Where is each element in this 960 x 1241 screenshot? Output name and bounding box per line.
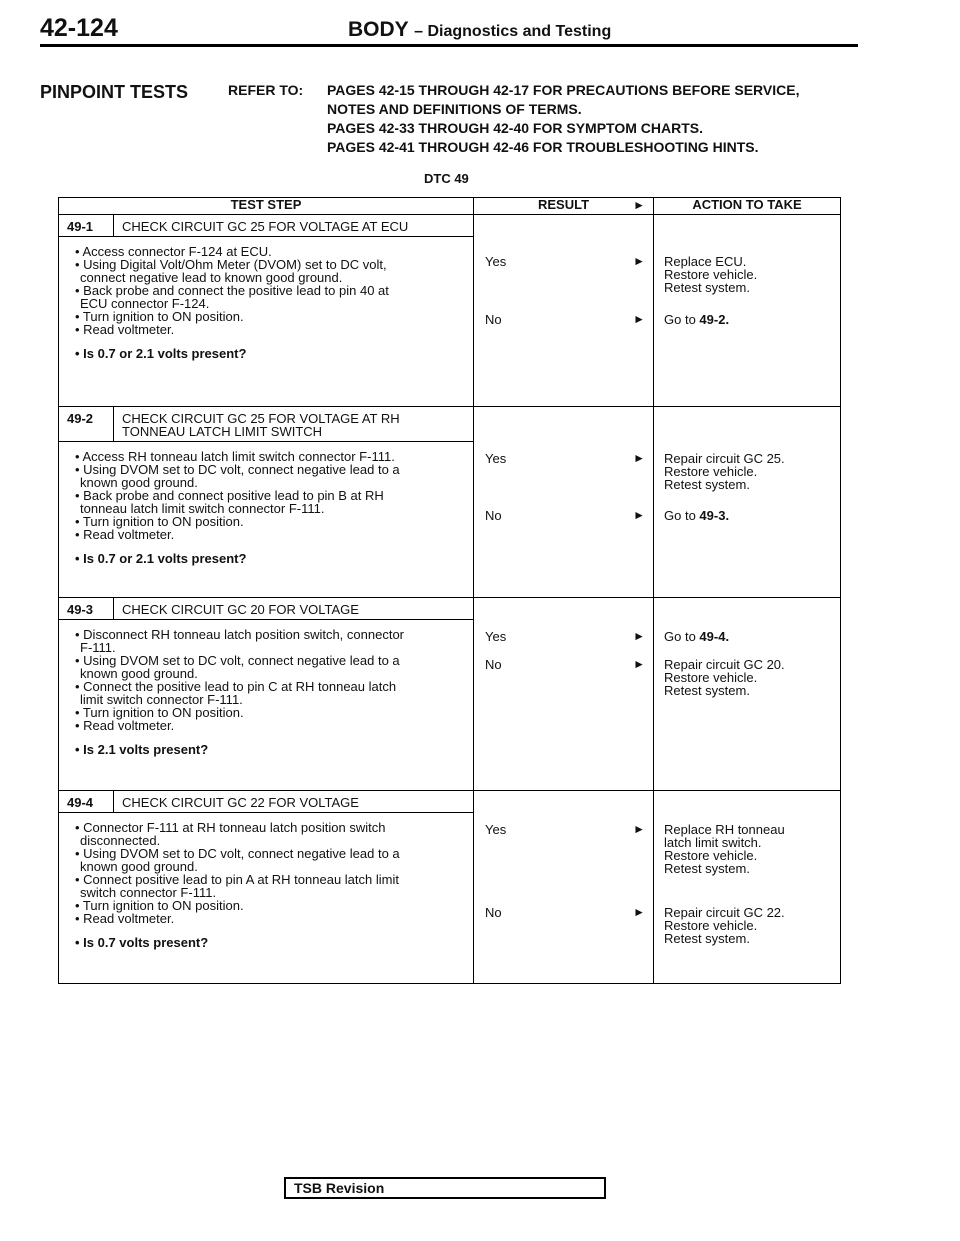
instruction-line: ECU connector F-124. — [80, 296, 210, 311]
header-test-step: TEST STEP — [59, 198, 474, 215]
section-title: BODY — [348, 18, 409, 41]
result-no — [485, 906, 645, 920]
refer-to-label: REFER TO: — [228, 82, 304, 98]
step-question: • Is 0.7 or 2.1 volts present? — [75, 551, 247, 566]
step-title-line: CHECK CIRCUIT GC 20 FOR VOLTAGE — [122, 602, 359, 617]
instruction-line: switch connector F-111. — [80, 885, 217, 900]
step-title-line: CHECK CIRCUIT GC 22 FOR VOLTAGE — [122, 795, 359, 810]
result-label: Yes — [485, 254, 507, 269]
step-title-line: CHECK CIRCUIT GC 25 FOR VOLTAGE AT RH — [122, 411, 400, 426]
instruction-line: • Access connector F-124 at ECU. — [75, 244, 272, 259]
reference-line: PAGES 42-15 THROUGH 42-17 FOR PRECAUTIONS BEFORE SERVICE, — [327, 82, 800, 98]
action-line: Repair circuit GC 20. — [664, 657, 785, 672]
instruction-line: • Using DVOM set to DC volt, connect negative lead to a — [75, 653, 400, 668]
step-id: 49-1 — [59, 215, 114, 236]
step-header — [59, 791, 473, 813]
step-title — [114, 598, 473, 619]
instruction-line: known good ground. — [80, 475, 198, 490]
instruction-line: disconnected. — [80, 833, 161, 848]
arrow-icon: ► — [633, 905, 645, 919]
table-row — [59, 407, 841, 598]
action-prefix: Go to — [664, 629, 700, 644]
action-cell — [654, 791, 841, 984]
arrow-icon: ► — [633, 451, 645, 465]
step-question: • Is 0.7 volts present? — [75, 935, 209, 950]
action-cell — [654, 598, 841, 791]
arrow-icon: ► — [633, 312, 645, 326]
step-id: 49-4 — [59, 791, 114, 812]
action-text — [664, 452, 836, 491]
header-arrow-icon: ► — [633, 198, 645, 212]
result-yes — [485, 823, 645, 837]
action-text — [664, 509, 836, 522]
instruction-line: • Connect positive lead to pin A at RH tonneau latch limit — [75, 872, 399, 887]
instruction-line: • Using Digital Volt/Ohm Meter (DVOM) set to DC volt, — [75, 257, 387, 272]
result-cell — [474, 407, 654, 598]
pinpoint-test-table — [58, 197, 841, 984]
step-reference: 49-2. — [699, 312, 730, 327]
action-line: Retest system. — [664, 477, 750, 492]
step-title-line: CHECK CIRCUIT GC 25 FOR VOLTAGE AT ECU — [122, 219, 409, 234]
action-cell — [654, 215, 841, 407]
instruction-line: • Read voltmeter. — [75, 911, 175, 926]
instruction-line: • Turn ignition to ON position. — [75, 898, 244, 913]
refer-to-references — [327, 81, 799, 157]
result-label: Yes — [485, 822, 507, 837]
action-line: Retest system. — [664, 683, 750, 698]
page-title — [348, 18, 611, 42]
result-label: No — [485, 905, 502, 920]
dtc-title: DTC 49 — [424, 171, 469, 186]
step-instructions — [59, 620, 473, 764]
instruction-line: known good ground. — [80, 859, 198, 874]
instruction-line: • Using DVOM set to DC volt, connect negative lead to a — [75, 462, 400, 477]
arrow-icon: ► — [633, 822, 645, 836]
arrow-icon: ► — [633, 657, 645, 671]
action-line: Restore vehicle. — [664, 918, 758, 933]
action-line: latch limit switch. — [664, 835, 762, 850]
instruction-line: • Using DVOM set to DC volt, connect negative lead to a — [75, 846, 400, 861]
step-reference: 49-4. — [699, 629, 730, 644]
action-line: Replace ECU. — [664, 254, 747, 269]
action-line: Restore vehicle. — [664, 464, 758, 479]
test-step-cell — [59, 791, 474, 984]
page-header — [40, 12, 858, 47]
action-line: Restore vehicle. — [664, 267, 758, 282]
step-instructions — [59, 813, 473, 957]
instruction-line: known good ground. — [80, 666, 198, 681]
result-no — [485, 313, 645, 327]
result-label: No — [485, 312, 502, 327]
instruction-line: • Disconnect RH tonneau latch position switch, connector — [75, 627, 404, 642]
step-title — [114, 791, 473, 812]
step-title-line: TONNEAU LATCH LIMIT SWITCH — [122, 424, 323, 439]
result-cell — [474, 598, 654, 791]
test-step-cell — [59, 215, 474, 407]
step-instructions — [59, 442, 473, 573]
action-line: Replace RH tonneau — [664, 822, 785, 837]
step-id: 49-3 — [59, 598, 114, 619]
instruction-line: • Turn ignition to ON position. — [75, 514, 244, 529]
result-cell — [474, 215, 654, 407]
pinpoint-tests-heading: PINPOINT TESTS — [40, 82, 189, 102]
result-cell — [474, 791, 654, 984]
arrow-icon: ► — [633, 508, 645, 522]
reference-line: PAGES 42-41 THROUGH 42-46 FOR TROUBLESHOOTING HINTS. — [327, 139, 759, 155]
step-question: • Is 2.1 volts present? — [75, 742, 209, 757]
header-result-label: RESULT — [537, 197, 590, 212]
instruction-line: tonneau latch limit switch connector F-111. — [80, 501, 325, 516]
instruction-line: • Read voltmeter. — [75, 718, 175, 733]
instruction-line: limit switch connector F-111. — [80, 692, 243, 707]
instruction-line: • Turn ignition to ON position. — [75, 309, 244, 324]
header-action: ACTION TO TAKE — [654, 198, 841, 215]
reference-line: PAGES 42-33 THROUGH 42-40 FOR SYMPTOM CHARTS. — [327, 120, 703, 136]
table-row — [59, 791, 841, 984]
step-header — [59, 215, 473, 237]
instruction-line: • Back probe and connect the positive lead to pin 40 at — [75, 283, 389, 298]
action-line: Retest system. — [664, 861, 750, 876]
result-no — [485, 509, 645, 523]
instruction-line: • Back probe and connect positive lead to pin B at RH — [75, 488, 384, 503]
action-prefix: Go to — [664, 312, 700, 327]
step-reference: 49-3. — [699, 508, 730, 523]
action-prefix: Go to — [664, 508, 700, 523]
step-title — [114, 407, 473, 441]
test-step-cell — [59, 598, 474, 791]
step-id: 49-2 — [59, 407, 114, 441]
result-label: No — [485, 508, 502, 523]
instruction-line: • Access RH tonneau latch limit switch connector F-111. — [75, 449, 395, 464]
action-line: Repair circuit GC 25. — [664, 451, 785, 466]
result-yes — [485, 452, 645, 466]
action-text — [664, 255, 836, 294]
header-result — [474, 198, 654, 215]
instruction-line: connect negative lead to known good ground. — [80, 270, 343, 285]
action-text — [664, 823, 836, 875]
table-header-row — [59, 198, 841, 215]
action-text — [664, 630, 836, 643]
result-label: Yes — [485, 451, 507, 466]
step-header — [59, 407, 473, 442]
action-line: Retest system. — [664, 280, 750, 295]
test-step-cell — [59, 407, 474, 598]
action-text — [664, 658, 836, 697]
instruction-line: • Read voltmeter. — [75, 322, 175, 337]
reference-line: NOTES AND DEFINITIONS OF TERMS. — [327, 101, 582, 117]
result-label: No — [485, 657, 502, 672]
table-row — [59, 598, 841, 791]
instruction-line: • Turn ignition to ON position. — [75, 705, 244, 720]
step-question: • Is 0.7 or 2.1 volts present? — [75, 346, 247, 361]
instruction-line: • Read voltmeter. — [75, 527, 175, 542]
arrow-icon: ► — [633, 629, 645, 643]
page-number: 42-124 — [40, 14, 118, 42]
action-text — [664, 906, 836, 945]
instruction-line: F-111. — [80, 640, 116, 655]
action-line: Repair circuit GC 22. — [664, 905, 785, 920]
action-cell — [654, 407, 841, 598]
result-yes — [485, 630, 645, 644]
step-header — [59, 598, 473, 620]
action-line: Restore vehicle. — [664, 848, 758, 863]
action-line: Retest system. — [664, 931, 750, 946]
table-row — [59, 215, 841, 407]
instruction-line: • Connector F-111 at RH tonneau latch position switch — [75, 820, 386, 835]
result-label: Yes — [485, 629, 507, 644]
result-no — [485, 658, 645, 672]
result-yes — [485, 255, 645, 269]
action-text — [664, 313, 836, 326]
step-title — [114, 215, 473, 236]
arrow-icon: ► — [633, 254, 645, 268]
step-instructions — [59, 237, 473, 368]
instruction-line: • Connect the positive lead to pin C at RH tonneau latch — [75, 679, 397, 694]
section-subtitle: – Diagnostics and Testing — [414, 23, 612, 40]
tsb-revision-box: TSB Revision — [284, 1177, 606, 1199]
action-line: Restore vehicle. — [664, 670, 758, 685]
